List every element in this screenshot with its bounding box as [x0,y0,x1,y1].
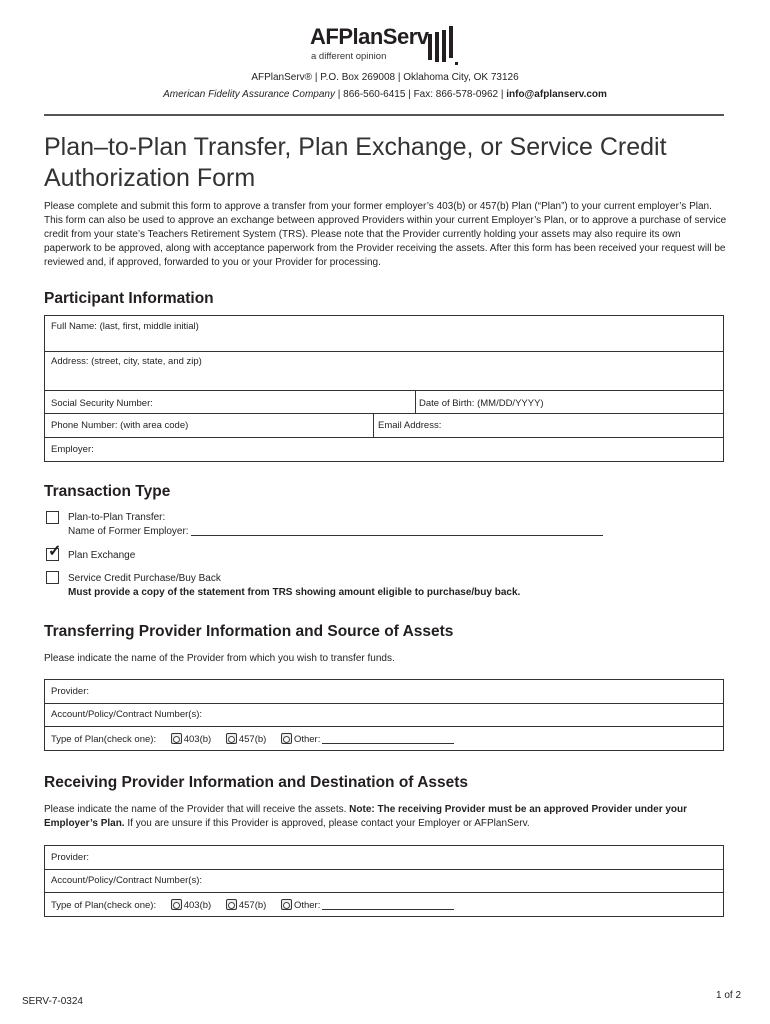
transferring-table [44,679,724,751]
page-number: 1 of 2 [716,990,742,1001]
transferring-457b-option[interactable] [226,734,266,745]
radio-icon[interactable] [226,899,237,910]
transferring-403b-option[interactable] [171,734,211,745]
receiving-plan-type-label: Type of Plan(check one): [51,900,157,911]
receiving-desc-a: Please indicate the name of the Provider that will receive the assets. [44,804,350,815]
transferring-other-label: Other: [293,734,321,745]
receiving-other-label: Other: [293,900,321,911]
transferring-provider-field[interactable]: Provider: [51,686,90,697]
radio-icon[interactable] [171,899,182,910]
checkmark-icon: ✓ [48,543,62,560]
transferring-plan-type-row [51,733,611,745]
header-contact [0,89,770,100]
receiving-desc-b: If you are unsure if this Provider is approved, please contact your Employer or AFPlanServ. [124,818,530,829]
former-employer-label: Name of Former Employer: [68,526,189,537]
address-field[interactable]: Address: (street, city, state, and zip) [51,356,202,367]
receiving-other-line[interactable] [322,909,454,910]
receiving-heading: Receiving Provider Information and Destination of Assets [44,774,469,791]
receiving-provider-field[interactable]: Provider: [51,852,90,863]
receiving-desc-note: Note: The receiving Provider must be an approved Provider under your Employer’s Plan. [44,804,688,829]
brand-logo-mark-icon [426,24,462,68]
receiving-457b-option[interactable] [226,900,266,911]
intro-text: Please complete and submit this form to approve a transfer from your former employer’s 403(b) or 457(b) Plan (“Plan”) to your current employer’s Plan. This form can also be used to approve an exchange between approved Providers within your current Employer’s Plan, or to approve a purchase of service credit from your state’s Teachers Retirement System (TRS). Please note that the Provider currently holding your assets may also require its own paperwork to be approved, along with acceptance paperwork from the Provider receiving the assets. After this form has been received your request will be reviewed and, if approved, forwarded to you or your Provider for processing. [44,201,727,268]
transaction-heading: Transaction Type [44,483,171,500]
page-title: Plan–to-Plan Transfer, Plan Exchange, or Service Credit Authorization Form [44,133,667,192]
header-email[interactable]: info@afplanserv.com [506,89,607,100]
email-field[interactable]: Email Address: [378,420,442,431]
header-rule [44,114,724,116]
header-company: American Fidelity Assurance Company [163,89,335,100]
receiving-403b-label: 403(b) [183,900,212,911]
plan-exchange-label: Plan Exchange [68,550,136,561]
transferring-desc: Please indicate the name of the Provider from which you wish to transfer funds. [44,653,395,664]
employer-field[interactable]: Employer: [51,444,94,455]
transferring-heading: Transferring Provider Information and Source of Assets [44,623,454,640]
radio-icon[interactable] [171,733,182,744]
transferring-457b-label: 457(b) [238,734,267,745]
brand-tagline: a different opinion [311,51,387,62]
header-phones: | 866-560-6415 | Fax: 866-578-0962 | [334,89,507,100]
phone-field[interactable]: Phone Number: (with area code) [51,420,189,431]
participant-table [44,315,724,462]
radio-icon[interactable] [226,733,237,744]
former-employer-line[interactable] [191,535,603,536]
receiving-403b-option[interactable] [171,900,211,911]
transferring-other-line[interactable] [322,743,454,744]
form-id: SERV-7-0324 [22,996,83,1007]
transferring-403b-label: 403(b) [183,734,212,745]
receiving-desc [44,803,724,831]
receiving-other-option[interactable] [281,900,454,911]
receiving-plan-type-row [51,899,611,911]
full-name-field[interactable]: Full Name: (last, first, middle initial) [51,321,199,332]
service-credit-note: Must provide a copy of the statement from TRS showing amount eligible to purchase/buy back. [68,587,521,598]
receiving-table [44,845,724,917]
receiving-account-field[interactable]: Account/Policy/Contract Number(s): [51,875,202,886]
header-address: AFPlanServ® | P.O. Box 269008 | Oklahoma City, OK 73126 [251,72,519,83]
service-credit-label: Service Credit Purchase/Buy Back [68,573,221,584]
plan-to-plan-label: Plan-to-Plan Transfer: [68,512,166,523]
radio-icon[interactable] [281,899,292,910]
participant-heading: Participant Information [44,290,214,307]
ssn-field[interactable]: Social Security Number: [51,398,153,409]
radio-icon[interactable] [281,733,292,744]
service-credit-checkbox[interactable] [46,571,59,584]
transferring-account-field[interactable]: Account/Policy/Contract Number(s): [51,709,202,720]
plan-exchange-checkbox[interactable] [46,543,62,561]
receiving-457b-label: 457(b) [238,900,267,911]
transferring-other-option[interactable] [281,734,454,745]
former-employer-field[interactable] [68,526,603,537]
transferring-plan-type-label: Type of Plan(check one): [51,734,157,745]
brand-logo-text: AFPlanServ [310,24,429,49]
plan-to-plan-checkbox[interactable] [46,511,59,524]
dob-field[interactable]: Date of Birth: (MM/DD/YYYY) [419,398,544,409]
